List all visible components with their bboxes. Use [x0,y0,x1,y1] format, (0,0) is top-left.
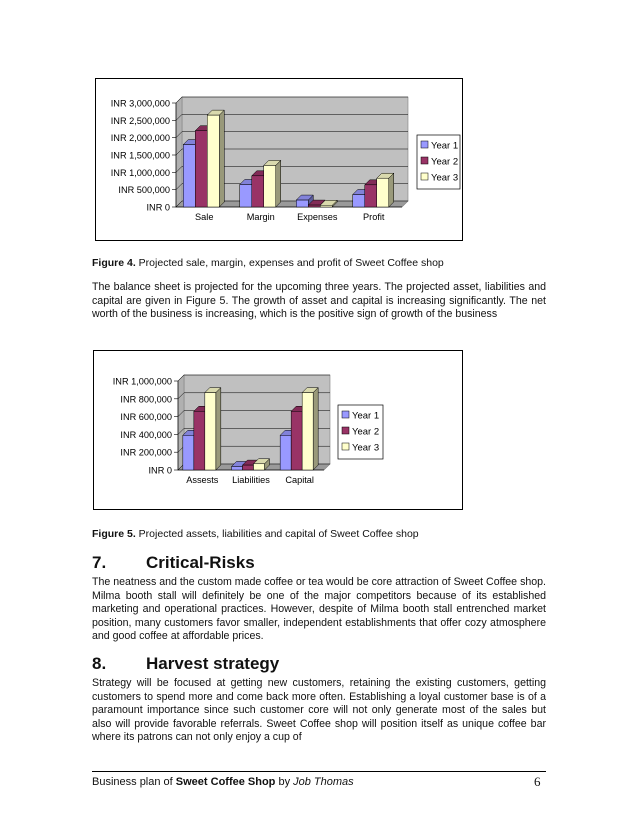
figure4-caption [92,257,444,269]
bar-side [389,173,394,207]
y-tick-label: INR 1,500,000 [110,150,170,161]
bar [232,466,243,470]
bar [308,205,320,207]
bar-side [276,160,281,207]
footer-author: Job Thomas [293,776,354,788]
y-tick-label: INR 3,000,000 [110,98,170,109]
bar [365,185,377,207]
page-number: 6 [534,774,541,789]
footer-prefix: Business plan of [92,776,176,788]
bar [252,176,264,207]
x-tick-label: Sale [195,212,214,222]
bar [194,411,205,470]
legend-swatch [342,427,349,434]
figure5-label: Figure 5. [92,528,136,540]
bar-side [216,388,221,470]
footer-by: by [275,776,294,788]
bar [205,393,216,470]
bar [377,178,389,207]
y-tick-label: INR 400,000 [120,429,172,440]
bar [254,464,265,470]
bar-side [219,110,224,207]
legend-label: Year 3 [352,442,380,454]
y-tick-label: INR 2,000,000 [110,133,170,144]
footer-divider [92,771,546,772]
y-tick-label: INR 0 [148,465,172,476]
section8-number: 8. [92,654,107,673]
bar [240,184,252,207]
chart1-svg [96,79,462,240]
bar [183,145,195,207]
legend-swatch [342,443,349,450]
balance-sheet-paragraph: The balance sheet is projected for the upcoming three years. The projected asset, liabilities and capital are given in Figure 5. The growth of asset and capital is increasing significantly. The net worth of the business is increasing, which is the positive sign of growth of the business [92,281,546,321]
x-tick-label: Margin [246,212,275,222]
y-tick-label: INR 500,000 [118,185,170,196]
chart2-svg [94,351,462,509]
bar [264,165,276,207]
section7-title: Critical-Risks [146,553,255,572]
legend-label: Year 2 [431,156,459,168]
y-tick-label: INR 200,000 [120,447,172,458]
bar [195,131,207,207]
y-tick-label: INR 1,000,000 [110,167,170,178]
y-tick-label: INR 1,000,000 [112,376,172,387]
bar [243,465,254,470]
y-tick-label: INR 800,000 [120,394,172,405]
chart-sales-margin [95,78,463,241]
chart-assets-liabilities [93,350,463,510]
bar [320,205,332,207]
figure5-text: Projected assets, liabilities and capital of Sweet Coffee shop [135,528,419,540]
bar-side [313,388,318,470]
y-tick-label: INR 0 [146,202,170,213]
bar [183,435,194,470]
legend-swatch [421,173,428,180]
section7-body: The neatness and the custom made coffee or tea would be core attraction of Sweet Coffee shop. Milma booth stall will definitely be one of the major competitors because of its established marketing and operational practices. However, despite of Milma booth stall entrenched market position, many customers favor smaller, independent establishments that offer cozy atmosphere and good coffee at affordable prices. [92,576,546,643]
section7-number: 7. [92,553,107,572]
legend-swatch [342,411,349,418]
x-tick-label: Expenses [297,212,338,222]
legend-label: Year 3 [431,172,459,184]
bar [302,393,313,470]
bar [291,411,302,470]
legend-label: Year 2 [352,426,380,438]
bar [296,200,308,207]
section7-heading [92,553,255,573]
bar [353,195,365,207]
legend-swatch [421,141,428,148]
figure5-caption [92,528,419,540]
y-tick-label: INR 2,500,000 [110,115,170,126]
x-tick-label: Assests [186,475,219,485]
legend-label: Year 1 [352,410,380,422]
legend-swatch [421,157,428,164]
x-tick-label: Liabilities [232,475,270,485]
footer-business: Sweet Coffee Shop [175,776,276,788]
bar [280,435,291,470]
x-tick-label: Capital [285,475,314,485]
section8-body: Strategy will be focused at getting new customers, retaining the existing customers, getting customers to spend more and come back more often. Establishing a loyal customer base is of a paramount importance since such customer core will not only generate most of the sales but also will provide favorable referrals. Sweet Coffee shop will position itself as unique coffee bar where its patrons can not only enjoy a cup of [92,677,546,744]
footer-text [92,776,354,788]
figure4-text: Projected sale, margin, expenses and profit of Sweet Coffee shop [135,257,444,269]
x-tick-label: Profit [363,212,385,222]
y-tick-label: INR 600,000 [120,412,172,423]
section8-title: Harvest strategy [146,654,280,673]
legend-label: Year 1 [431,140,459,152]
figure4-label: Figure 4. [92,257,136,269]
section8-heading [92,654,279,674]
bar [207,115,219,207]
